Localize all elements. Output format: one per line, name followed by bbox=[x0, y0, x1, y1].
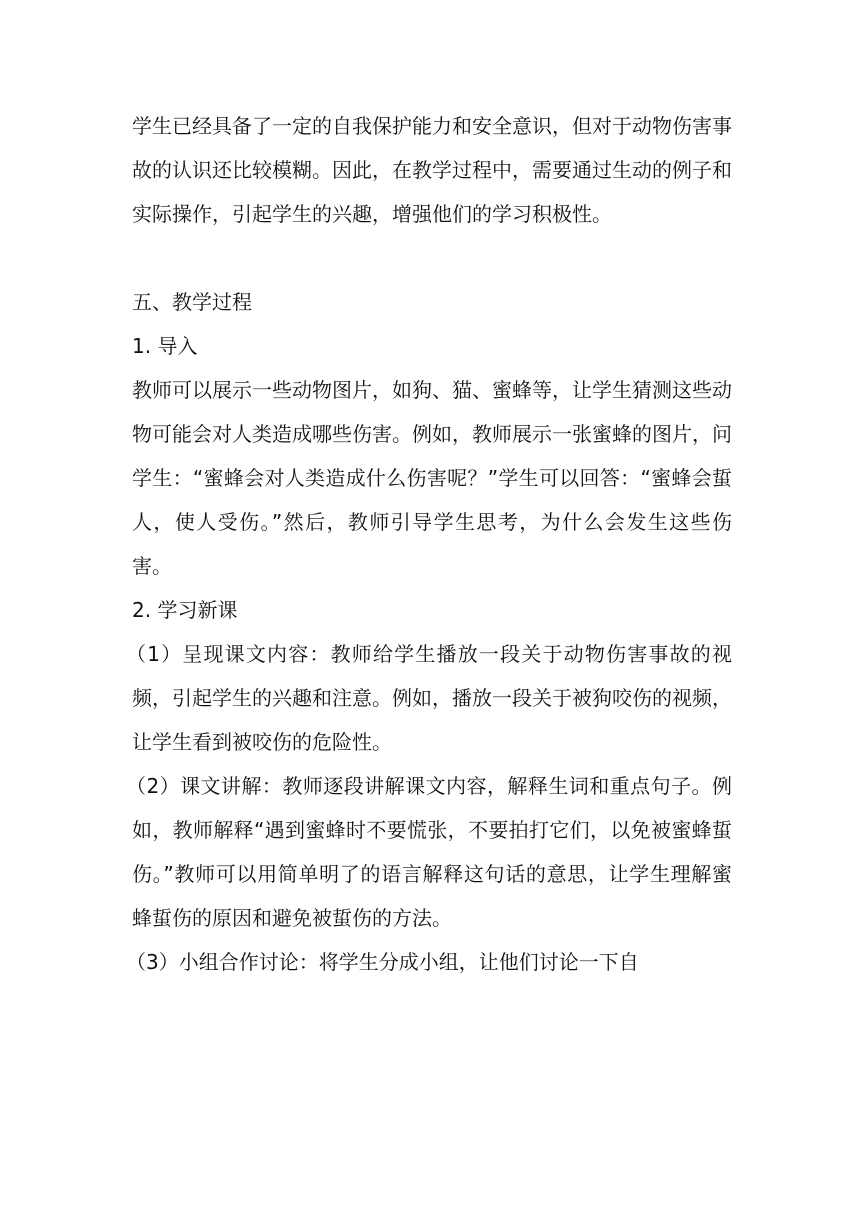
intro-paragraph: 学生已经具备了一定的自我保护能力和安全意识，但对于动物伤害事故的认识还比较模糊。因此，在教学过程中，需要通过生动的例子和实际操作，引起学生的兴趣，增强他们的学习积极性。 bbox=[132, 114, 732, 226]
step2-item-2: （2）课文讲解：教师逐段讲解课文内容，解释生词和重点句子。例如，教师解释“遇到蜜蜂时不要慌张，不要拍打它们，以免被蜜蜂蜇伤。”教师可以用简单明了的语言解释这句话的意思，让学生理解蜜蜂蜇伤的原因和避免被蜇伤的方法。 bbox=[126, 774, 732, 930]
paragraph-spacer bbox=[132, 236, 732, 280]
step1-title: 1. 导入 bbox=[132, 334, 198, 358]
step2-title: 2. 学习新课 bbox=[132, 598, 238, 622]
step2-item-3: （3）小组合作讨论：将学生分成小组，让他们讨论一下自 bbox=[126, 950, 639, 974]
section-title: 五、教学过程 bbox=[132, 290, 252, 314]
step2-item-1: （1）呈现课文内容：教师给学生播放一段关于动物伤害事故的视频，引起学生的兴趣和注意。例如，播放一段关于被狗咬伤的视频，让学生看到被咬伤的危险性。 bbox=[126, 642, 732, 754]
document-page bbox=[126, 104, 732, 984]
step1-body: 教师可以展示一些动物图片，如狗、猫、蜜蜂等，让学生猜测这些动物可能会对人类造成哪些伤害。例如，教师展示一张蜜蜂的图片，问学生：“蜜蜂会对人类造成什么伤害呢？”学生可以回答：“蜜蜂会蜇人，使人受伤。”然后，教师引导学生思考，为什么会发生这些伤害。 bbox=[132, 378, 732, 578]
